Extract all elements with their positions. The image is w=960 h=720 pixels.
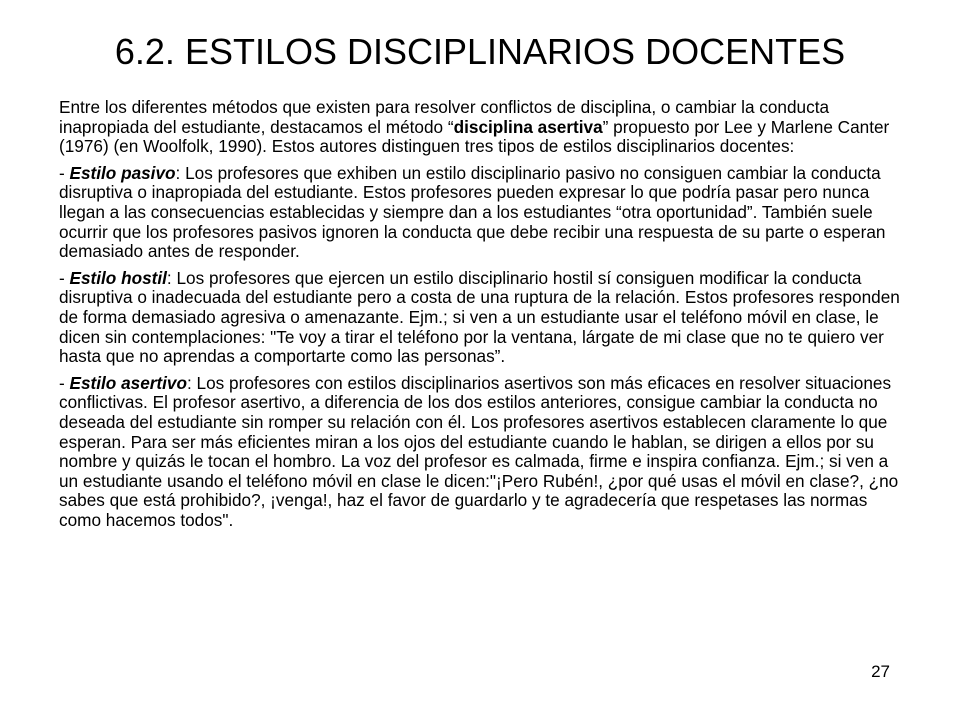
style-dash: - [59, 372, 70, 393]
style-name-passive: Estilo pasivo [69, 162, 176, 183]
style-paragraph-passive [59, 164, 905, 262]
intro-text-1: Entre los diferentes métodos que existen para resolver conflictos de disciplina, o cambiar la conducta inapropiada del estudiante, destacamos el método “ [59, 97, 830, 137]
style-text-passive: : Los profesores que exhiben un estilo disciplinario pasivo no consiguen cambiar la conducta disruptiva o inapropiada del estudiante. Estos profesores pueden expresar lo que podría pasar pero nunca llegan a las consecuencias establecidas y siempre dan a los estudiantes “otra oportunidad”. También suele ocurrir que los profesores pasivos ignoren la conducta que debe recibir una respuesta de su parte o esperan demasiado antes de responder. [59, 162, 886, 262]
intro-text-2: ” propuesto por Lee y Marlene Canter (1976) (en Woolfolk, 1990). Estos autores distinguen tres tipos de estilos disciplinarios docentes: [59, 116, 890, 157]
style-dash: - [59, 267, 70, 288]
intro-paragraph [59, 98, 905, 157]
slide-title: 6.2. ESTILOS DISCIPLINARIOS DOCENTES [114, 31, 846, 72]
style-text-assertive: : Los profesores con estilos disciplinarios asertivos son más eficaces en resolver situaciones conflictivas. El profesor asertivo, a diferencia de los dos estilos anteriores, consigue cambiar la conducta no deseada del estudiante sin romper su relación con él. Los profesores asertivos establecen claramente lo que esperan. Para ser más eficientes miran a los ojos del estudiante cuando le hablan, se dirigen a ellos por su nombre y quizás le tocan el hombro. La voz del profesor es calmada, firme e inspira confianza. Ejm.; si ven a un estudiante usando el teléfono móvil en clase le dicen:"¡Pero Rubén!, ¿por qué usas el móvil en clase?, ¿no sabes que está prohibido?, ¡venga!, haz el favor de guardarlo y te agradecería que respetases las normas como hacemos todos". [59, 372, 899, 530]
style-name-assertive: Estilo asertivo [69, 372, 187, 393]
style-name-hostile: Estilo hostil [69, 267, 167, 288]
slide-body [59, 98, 905, 537]
style-text-hostile: : Los profesores que ejercen un estilo disciplinario hostil sí consiguen modificar la conducta disruptiva o inadecuada del estudiante pero a costa de una ruptura de la relación. Estos profesores responden de forma demasiado agresiva o amenazante. Ejm.; si ven a un estudiante usar el teléfono móvil en clase, le dicen sin contemplaciones: "Te voy a tirar el teléfono por la ventana, lárgate de mi clase que no te quiero ver hasta que no aprendas a comportarte como las personas”. [59, 267, 900, 367]
page-number: 27 [871, 662, 890, 681]
intro-emphasis: disciplina asertiva [453, 116, 603, 137]
style-paragraph-assertive [59, 374, 905, 531]
style-paragraph-hostile [59, 269, 905, 367]
style-dash: - [59, 162, 70, 183]
